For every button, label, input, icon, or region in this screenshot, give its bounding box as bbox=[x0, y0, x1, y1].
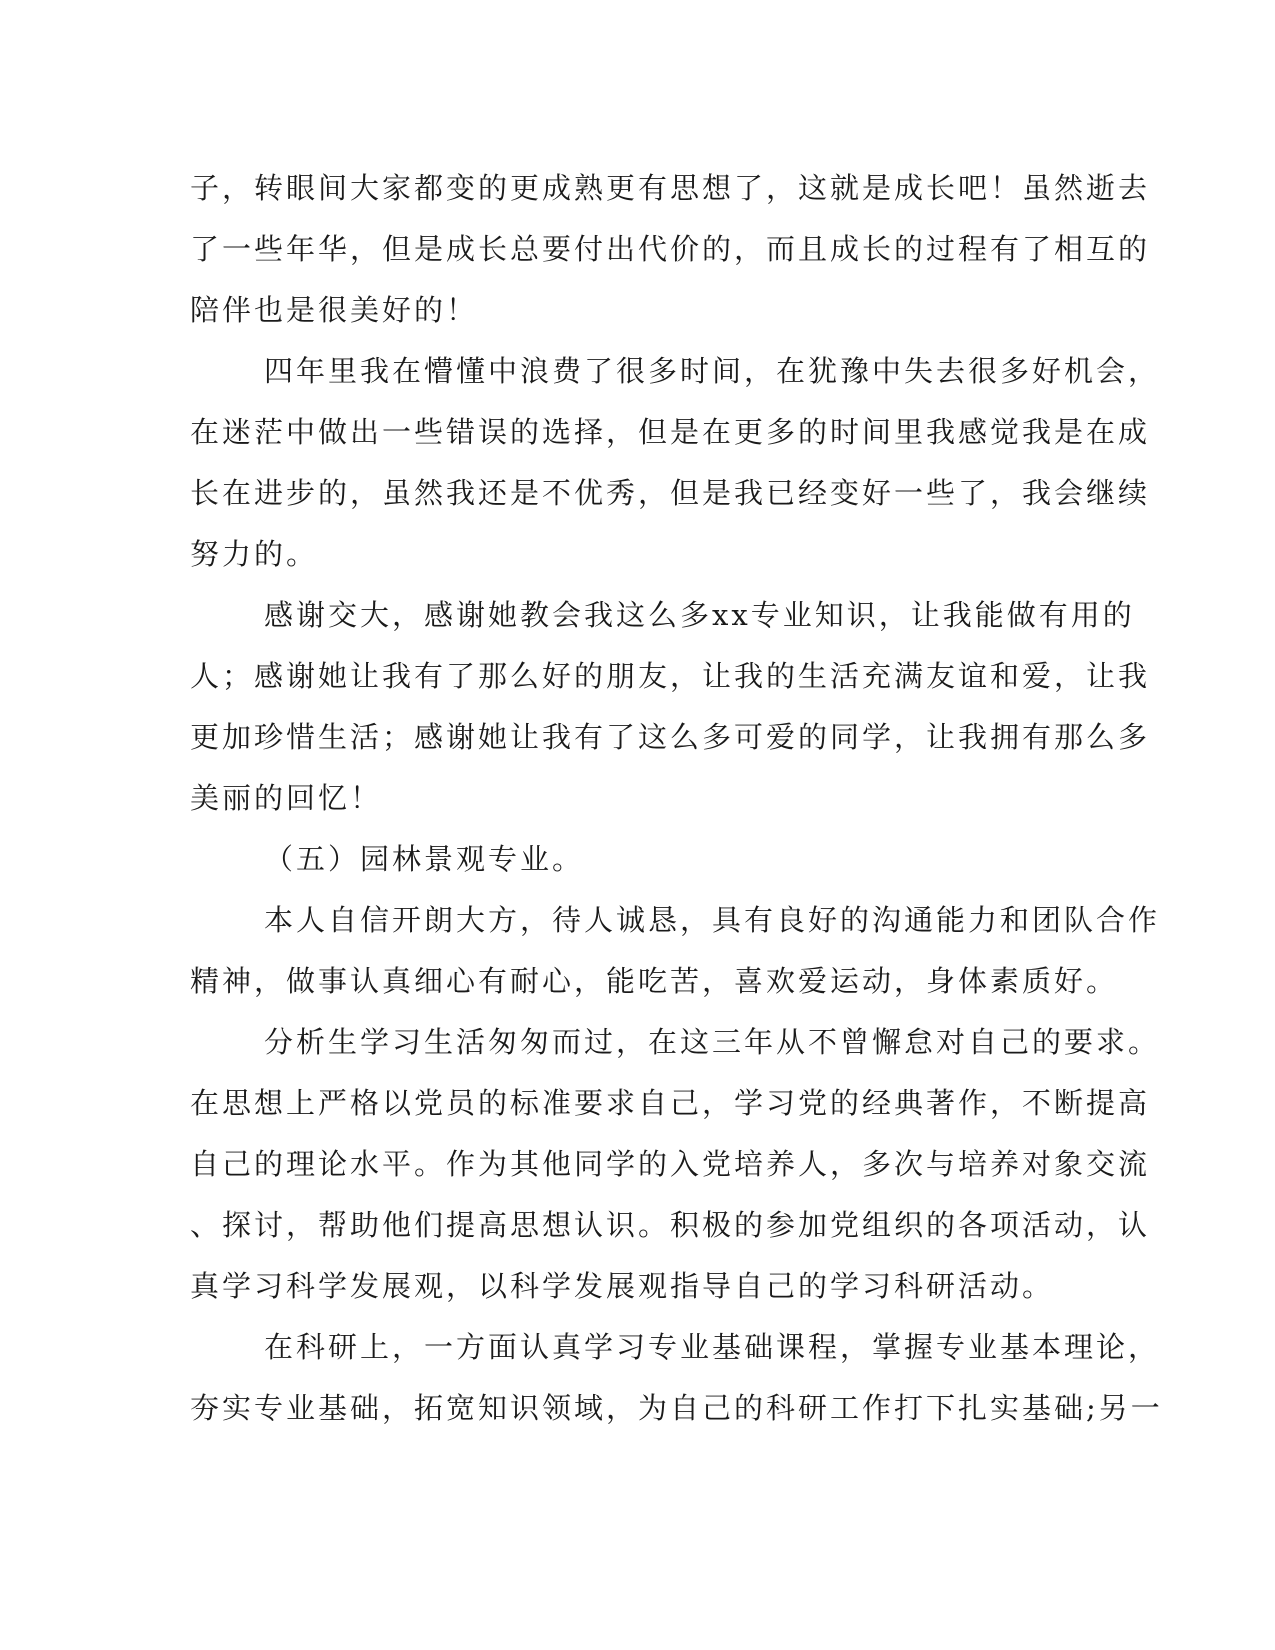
text-line: 了一些年华，但是成长总要付出代价的，而且成长的过程有了相互的 bbox=[190, 232, 1151, 266]
text-line: （五）园林景观专业。 bbox=[264, 842, 585, 876]
text-line: 、探讨，帮助他们提高思想认识。积极的参加党组织的各项活动，认 bbox=[190, 1208, 1151, 1242]
text-line: 真学习科学发展观，以科学发展观指导自己的学习科研活动。 bbox=[190, 1269, 1055, 1303]
text-line: 人；感谢她让我有了那么好的朋友，让我的生活充满友谊和爱，让我 bbox=[190, 659, 1151, 693]
document-body bbox=[190, 158, 1163, 1439]
text-line: 感谢交大，感谢她教会我这么多xx专业知识，让我能做有用的 bbox=[264, 598, 1135, 632]
text-line: 自己的理论水平。作为其他同学的入党培养人，多次与培养对象交流 bbox=[190, 1147, 1151, 1181]
text-line: 长在进步的，虽然我还是不优秀，但是我已经变好一些了，我会继续 bbox=[190, 476, 1151, 510]
paragraph bbox=[190, 1012, 1161, 1317]
text-line: 美丽的回忆！ bbox=[190, 781, 383, 815]
text-line: 努力的。 bbox=[190, 537, 319, 571]
paragraph bbox=[190, 585, 1151, 829]
text-line: 四年里我在懵懂中浪费了很多时间，在犹豫中失去很多好机会， bbox=[264, 354, 1161, 388]
text-line: 陪伴也是很美好的！ bbox=[190, 293, 479, 327]
text-line: 子，转眼间大家都变的更成熟更有思想了，这就是成长吧！虽然逝去 bbox=[190, 171, 1151, 205]
paragraph bbox=[190, 890, 1161, 1012]
text-line: 在迷茫中做出一些错误的选择，但是在更多的时间里我感觉我是在成 bbox=[190, 415, 1151, 449]
text-line: 夯实专业基础，拓宽知识领域，为自己的科研工作打下扎实基础;另一 bbox=[190, 1391, 1163, 1425]
text-line: 更加珍惜生活；感谢她让我有了这么多可爱的同学，让我拥有那么多 bbox=[190, 720, 1151, 754]
text-line: 在科研上，一方面认真学习专业基础课程，掌握专业基本理论， bbox=[264, 1330, 1161, 1364]
text-line: 本人自信开朗大方，待人诚恳，具有良好的沟通能力和团队合作 bbox=[264, 903, 1161, 937]
paragraph bbox=[190, 341, 1161, 585]
paragraph bbox=[190, 158, 1151, 341]
text-line: 精神，做事认真细心有耐心，能吃苦，喜欢爱运动，身体素质好。 bbox=[190, 964, 1119, 998]
paragraph bbox=[190, 1317, 1163, 1439]
section-heading bbox=[190, 829, 1070, 890]
text-line: 在思想上严格以党员的标准要求自己，学习党的经典著作，不断提高 bbox=[190, 1086, 1151, 1120]
text-line: 分析生学习生活匆匆而过，在这三年从不曾懈怠对自己的要求。 bbox=[264, 1025, 1161, 1059]
